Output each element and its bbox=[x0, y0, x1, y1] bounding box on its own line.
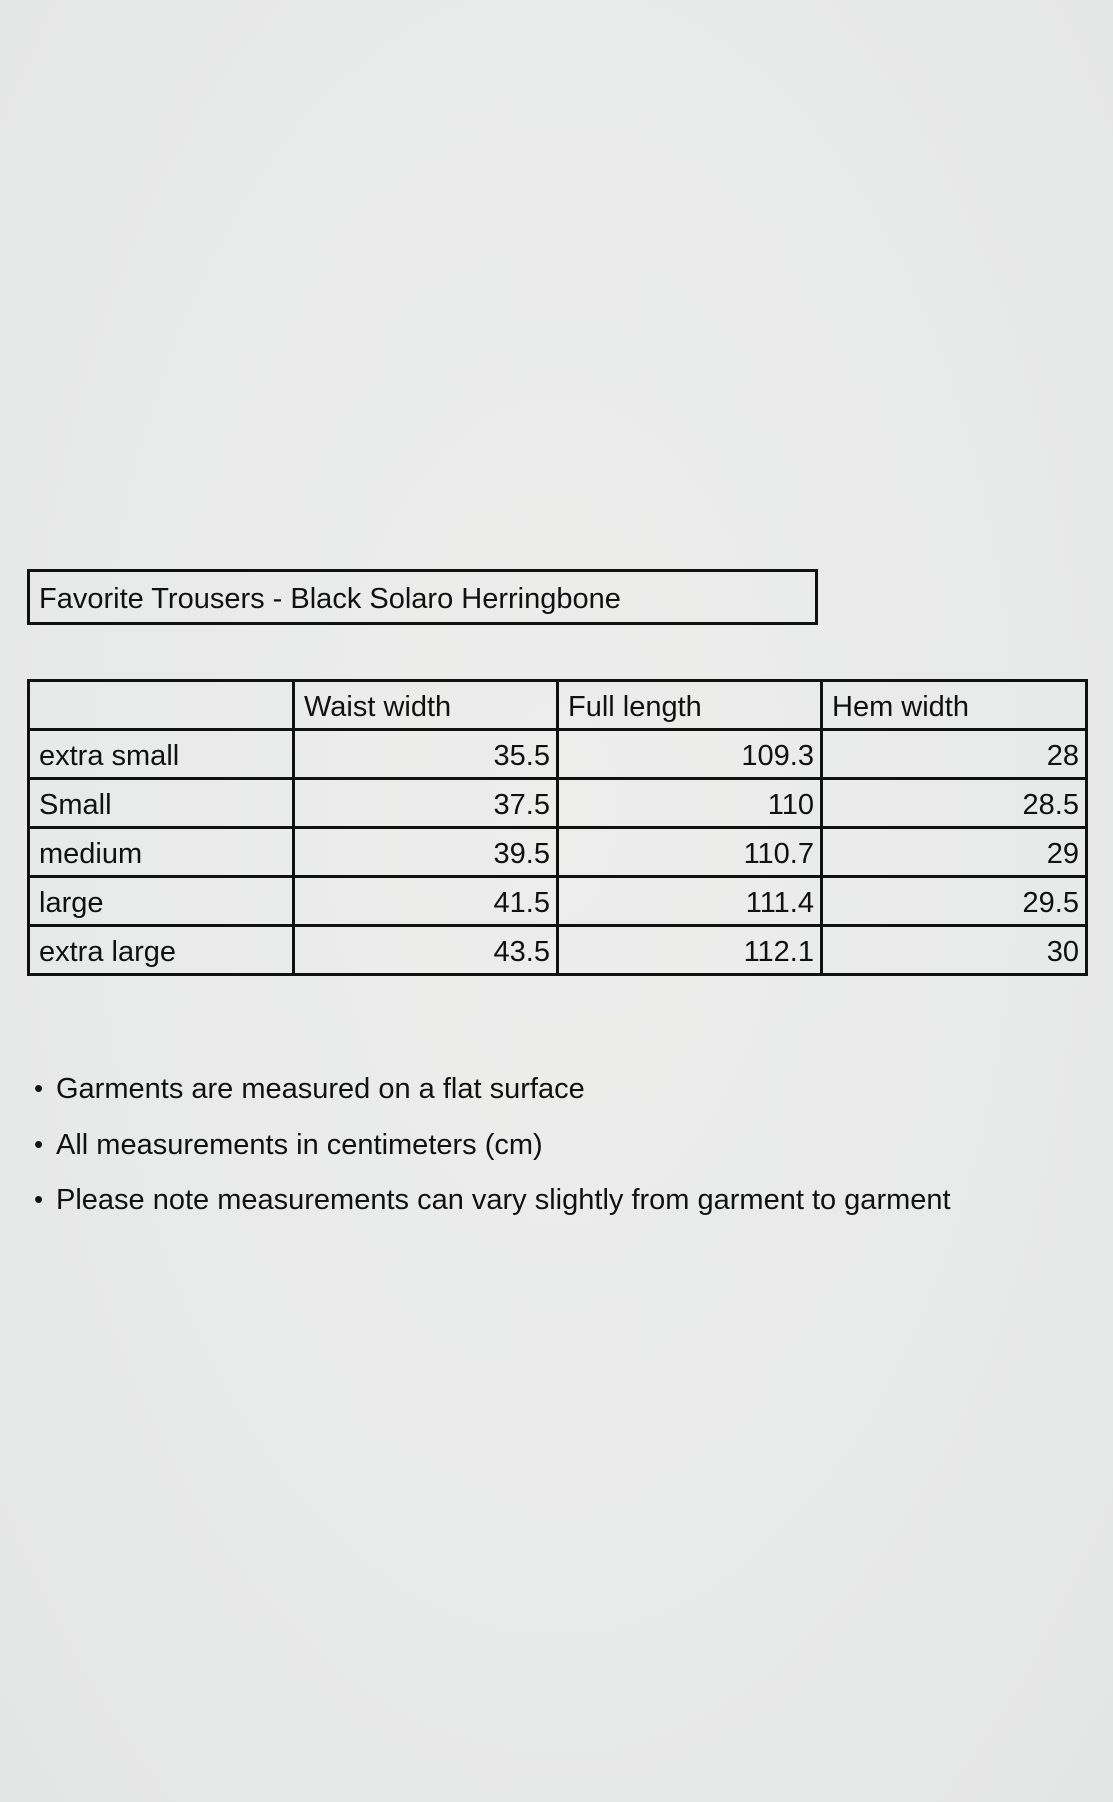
size-label: Small bbox=[29, 779, 294, 828]
bullet-icon: • bbox=[34, 1073, 44, 1103]
waist-width-value: 37.5 bbox=[294, 779, 558, 828]
hem-width-value: 29.5 bbox=[822, 877, 1087, 926]
note-text: Garments are measured on a flat surface bbox=[56, 1073, 585, 1105]
full-length-value: 112.1 bbox=[558, 926, 822, 975]
list-item bbox=[34, 1186, 951, 1242]
size-label: extra large bbox=[29, 926, 294, 975]
table-row bbox=[29, 926, 1087, 975]
note-text: Please note measurements can vary slightly from garment to garment bbox=[56, 1184, 951, 1216]
size-label: extra small bbox=[29, 730, 294, 779]
product-title bbox=[27, 569, 818, 625]
table-row bbox=[29, 877, 1087, 926]
waist-width-value: 41.5 bbox=[294, 877, 558, 926]
bullet-icon: • bbox=[34, 1128, 44, 1159]
table-row bbox=[29, 828, 1087, 877]
header-cell-size bbox=[29, 681, 294, 730]
table-row bbox=[29, 779, 1087, 828]
waist-width-value: 43.5 bbox=[294, 926, 558, 975]
product-title-text: Favorite Trousers - Black Solaro Herringbone bbox=[39, 582, 621, 615]
full-length-value: 111.4 bbox=[558, 877, 822, 926]
header-cell-hem-width: Hem width bbox=[822, 681, 1087, 730]
table-row bbox=[29, 730, 1087, 779]
waist-width-value: 35.5 bbox=[294, 730, 558, 779]
full-length-value: 110.7 bbox=[558, 828, 822, 877]
size-label: large bbox=[29, 877, 294, 926]
size-label: medium bbox=[29, 828, 294, 877]
measurement-notes bbox=[34, 1075, 951, 1242]
header-cell-full-length: Full length bbox=[558, 681, 822, 730]
hem-width-value: 29 bbox=[822, 828, 1087, 877]
list-item bbox=[34, 1128, 951, 1187]
size-chart-table bbox=[27, 679, 1088, 976]
hem-width-value: 28 bbox=[822, 730, 1087, 779]
list-item bbox=[34, 1075, 951, 1131]
header-cell-waist-width: Waist width bbox=[294, 681, 558, 730]
full-length-value: 109.3 bbox=[558, 730, 822, 779]
hem-width-value: 30 bbox=[822, 926, 1087, 975]
hem-width-value: 28.5 bbox=[822, 779, 1087, 828]
full-length-value: 110 bbox=[558, 779, 822, 828]
table-header-row bbox=[29, 681, 1087, 730]
note-text: All measurements in centimeters (cm) bbox=[56, 1128, 543, 1161]
bullet-icon: • bbox=[34, 1184, 44, 1214]
waist-width-value: 39.5 bbox=[294, 828, 558, 877]
